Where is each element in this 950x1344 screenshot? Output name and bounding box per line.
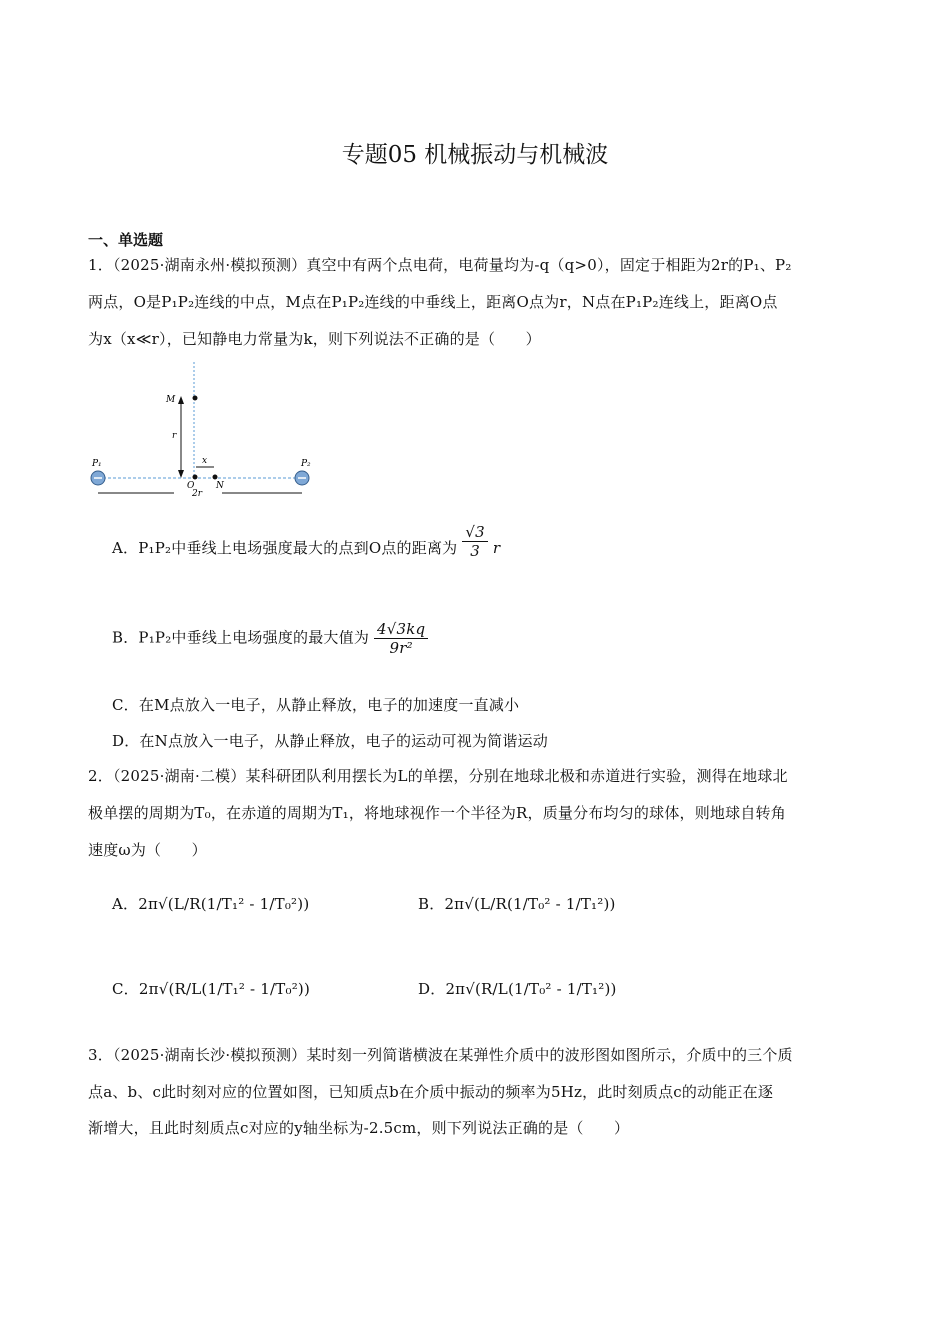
point-n [213, 475, 218, 480]
q2-option-c[interactable]: C．2π√(R/L(1/T₁² - 1/T₀²)) [112, 980, 311, 998]
label-o: O [187, 481, 195, 491]
option-a-formula: 2π√(L/R(1/T₁² - 1/T₀²)) [138, 895, 310, 913]
point-o [193, 475, 198, 480]
q1-option-d[interactable]: D．在N点放入一电子，从静止释放，电子的运动可视为简谐运动 [112, 732, 548, 750]
option-b-formula: 2π√(L/R(1/T₀² - 1/T₁²)) [444, 895, 616, 913]
q1-figure [88, 360, 328, 500]
q1-option-a[interactable] [112, 522, 501, 560]
q2-option-d[interactable]: D．2π√(R/L(1/T₀² - 1/T₁²)) [418, 980, 617, 998]
q2-option-b[interactable]: B．2π√(L/R(1/T₀² - 1/T₁²)) [418, 895, 616, 913]
option-b-text: B．P₁P₂中垂线上电场强度的最大值为 [112, 628, 370, 647]
label-p1: P₁ [92, 459, 102, 469]
q3-line3: 渐增大，且此时刻质点c对应的y轴坐标为-2.5cm，则下列说法正确的是（ ） [88, 1119, 630, 1137]
label-r: r [172, 431, 177, 441]
section-heading: 一、单选题 [88, 231, 164, 249]
point-m [193, 396, 198, 401]
q2-line3: 速度ω为（ ） [88, 841, 207, 859]
q2-option-a[interactable]: A．2π√(L/R(1/T₁² - 1/T₀²)) [112, 895, 310, 913]
q3-line2: 点a、b、c此时刻对应的位置如图，已知质点b在介质中振动的频率为5Hz，此时刻质点c的动能正在逐 [88, 1083, 774, 1101]
option-d-formula: 2π√(R/L(1/T₀² - 1/T₁²)) [445, 980, 617, 998]
page-title: 专题05 机械振动与机械波 [341, 142, 609, 168]
option-c-formula: 2π√(R/L(1/T₁² - 1/T₀²)) [138, 980, 311, 998]
q2-line2: 极单摆的周期为T₀，在赤道的周期为T₁，将地球视作一个半径为R，质量分布均匀的球体，则地球自转角 [88, 804, 786, 822]
option-a-fraction: $\frac{√3}{3}$ [462, 523, 488, 560]
option-b-fraction: $\frac{4√3kq}{\text{9r²}}$ [374, 620, 428, 657]
option-a-text: A．P₁P₂中垂线上电场强度最大的点到O点的距离为 [112, 539, 458, 557]
q1-option-b[interactable] [112, 620, 428, 657]
r-arrowhead [178, 396, 184, 404]
label-x: x [202, 456, 208, 466]
label-2r: 2r [192, 489, 203, 499]
q2-line1: 2．（2025·湖南·二模）某科研团队利用摆长为L的单摆，分别在地球北极和赤道进行实验，测得在地球北 [88, 767, 788, 785]
label-m: M [166, 395, 176, 405]
q1-option-c[interactable]: C．在M点放入一电子，从静止释放，电子的加速度一直减小 [112, 696, 520, 714]
q1-line1: 1．（2025·湖南永州·模拟预测）真空中有两个点电荷，电荷量均为-q（q>0），固定于相距为2r的P₁、P₂ [88, 256, 792, 274]
label-p2: P₂ [301, 459, 311, 469]
option-a-tail: r [492, 539, 501, 557]
q1-line3: 为x（x≪r），已知静电力常量为k，则下列说法不正确的是（ ） [88, 330, 541, 348]
r-arrowhead-2 [178, 470, 184, 478]
q1-line2: 两点，O是P₁P₂连线的中点，M点在P₁P₂连线的中垂线上，距离O点为r，N点在P₁P₂连线上，距离O点 [88, 293, 778, 311]
q3-line1: 3．（2025·湖南长沙·模拟预测）某时刻一列简谐横波在某弹性介质中的波形图如图所示，介质中的三个质 [88, 1046, 793, 1064]
label-n: N [216, 481, 224, 491]
